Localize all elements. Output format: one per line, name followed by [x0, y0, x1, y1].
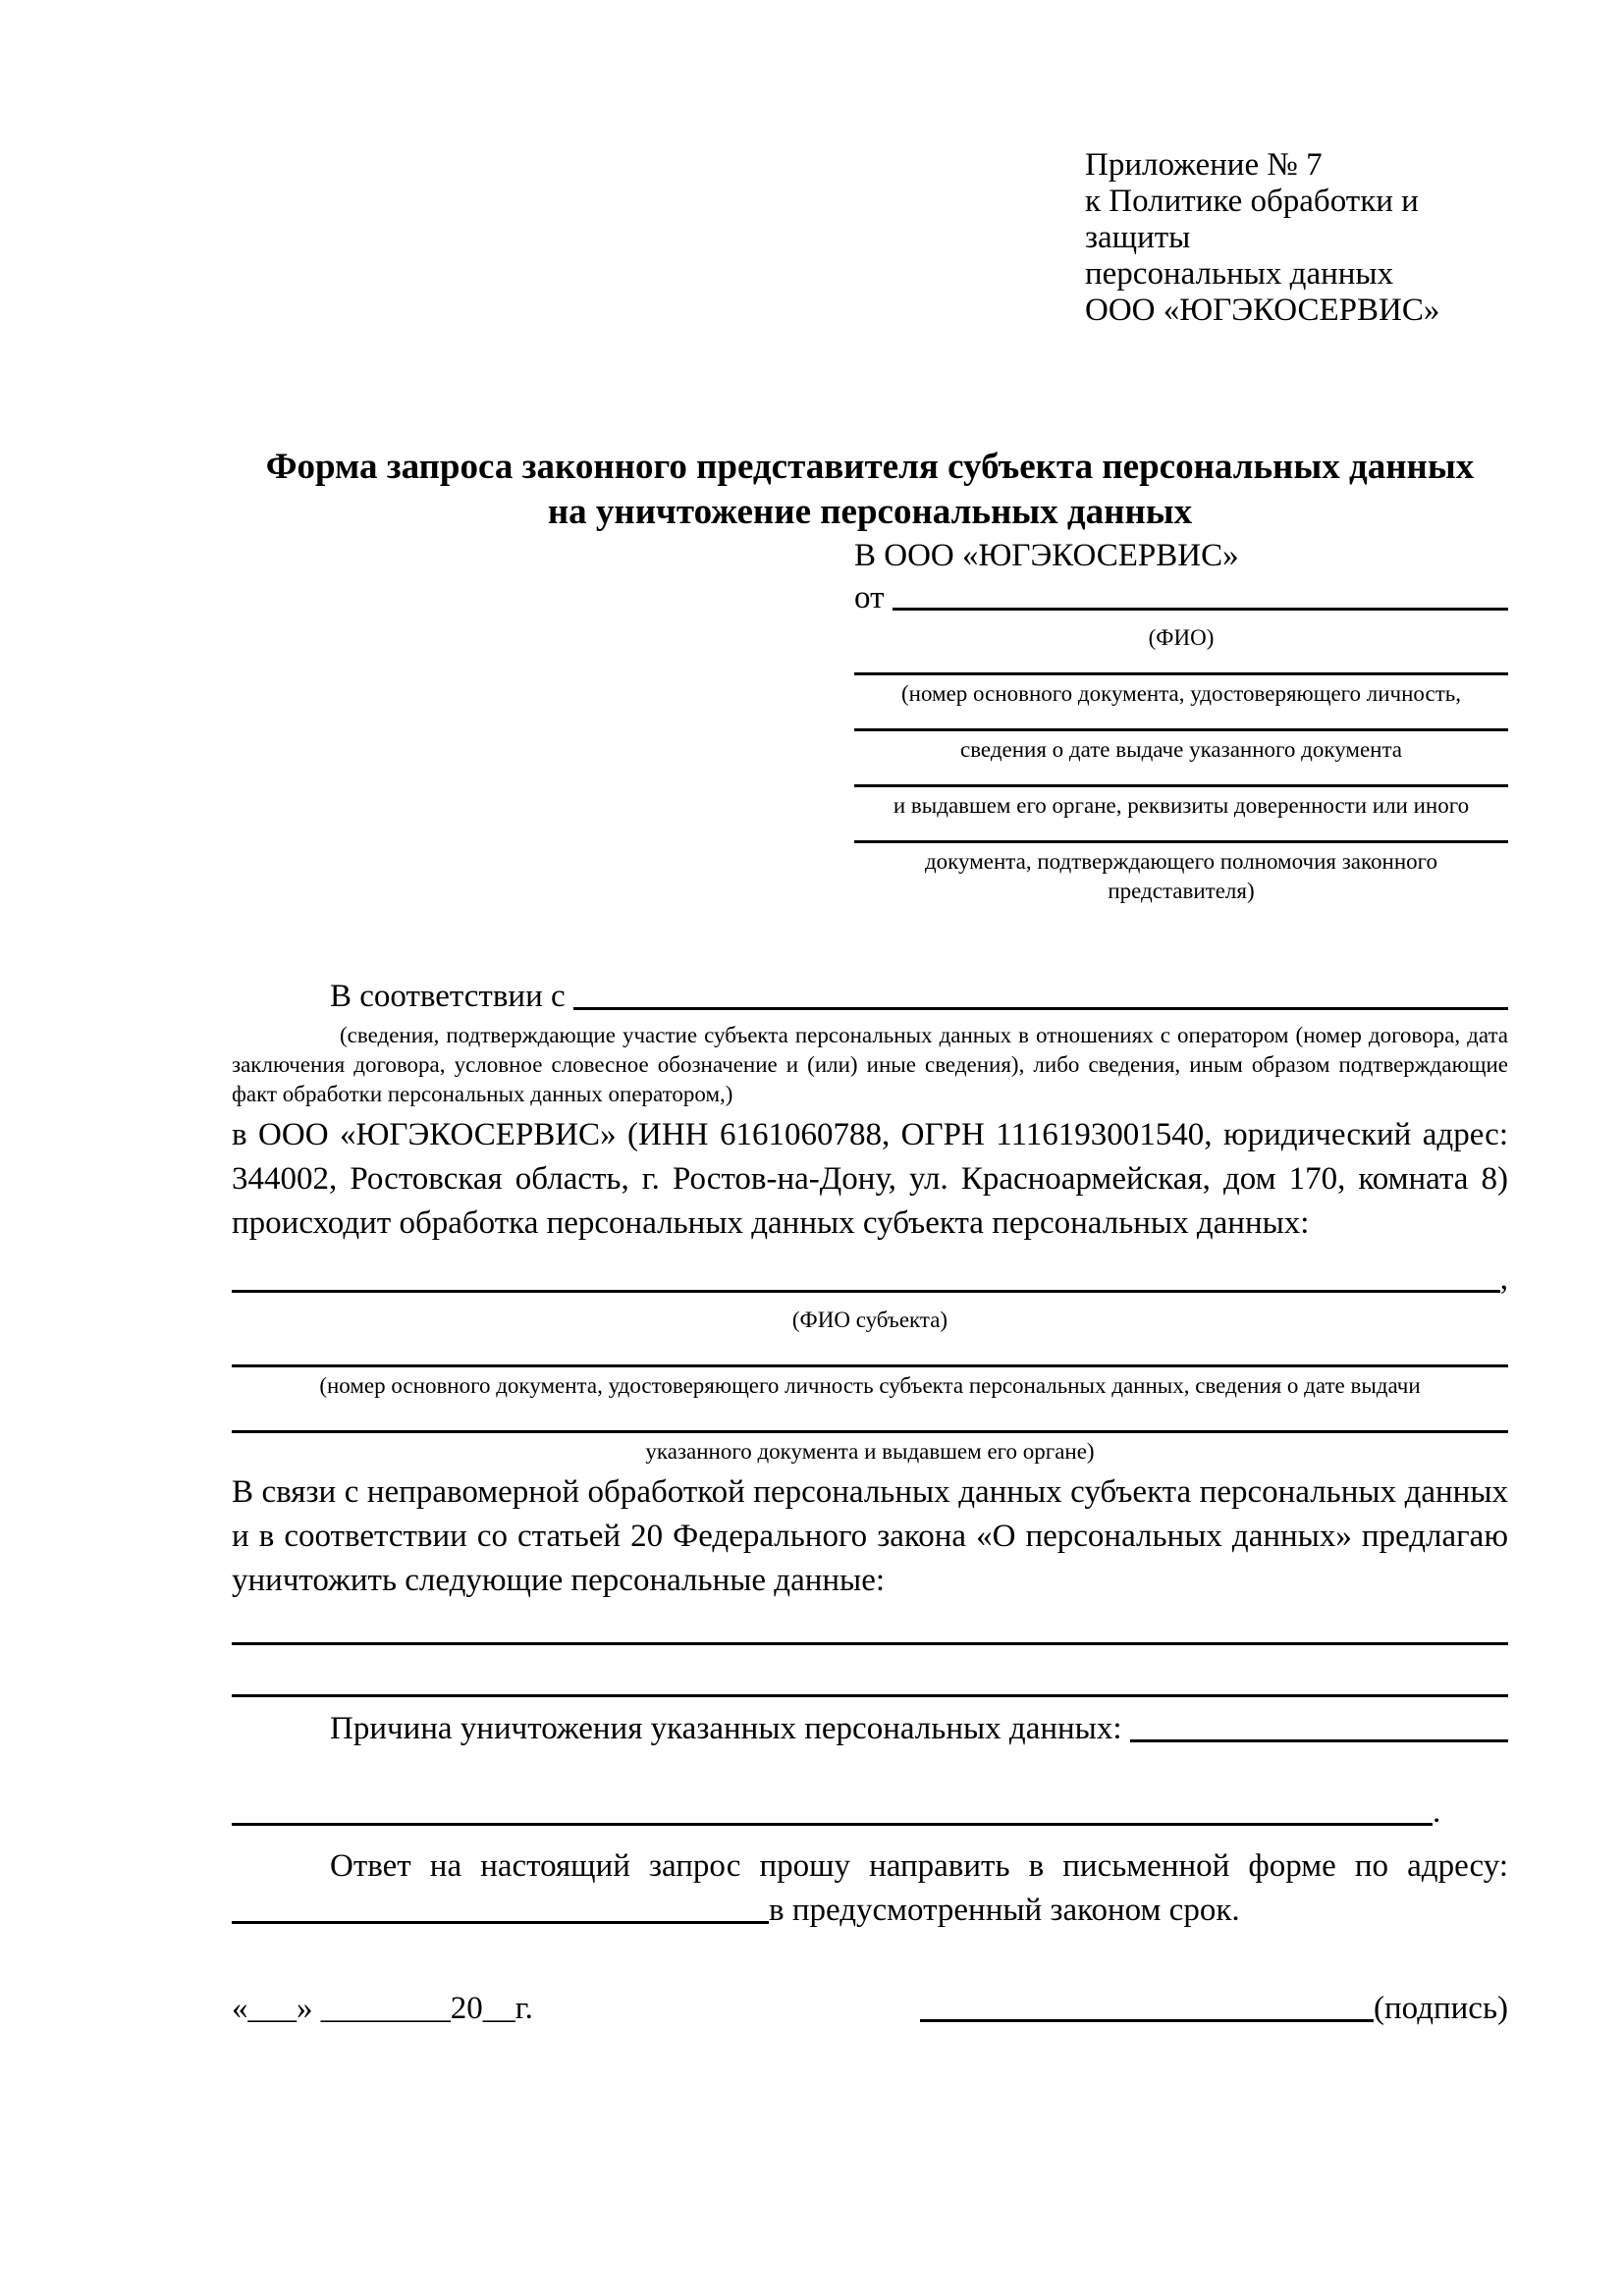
addressee-org: В ООО «ЮГЭКОСЕРВИС»	[854, 538, 1239, 573]
from-label: от	[854, 580, 885, 615]
accordance-blank-line	[573, 1007, 1508, 1010]
address-blank-line	[232, 1921, 769, 1924]
appendix-line: ООО «ЮГЭКОСЕРВИС»	[1085, 293, 1440, 328]
reply-line: Ответ на настоящий запрос прошу направить в письменной форме по адресу:	[330, 1848, 1508, 1884]
reason-blank-line	[1130, 1739, 1508, 1742]
doc-caption-2: сведения о дате выдаче указанного документа	[959, 737, 1403, 762]
blank-line	[232, 1364, 1508, 1367]
from-blank-line	[893, 608, 1509, 611]
footer	[232, 1987, 1508, 2031]
blank-line	[854, 784, 1508, 787]
appendix-line: Приложение № 7	[1085, 147, 1323, 183]
form-title	[232, 445, 1508, 535]
reason-label: Причина уничтожения указанных персональных данных:	[330, 1711, 1122, 1746]
appendix-header	[1085, 147, 1508, 329]
signature-caption: (подпись)	[1374, 1991, 1508, 2026]
trailing-period: .	[1433, 1794, 1441, 1830]
blank-line	[232, 1642, 1508, 1645]
subject-doc-caption-2: указанного документа и выдавшем его органе)	[645, 1439, 1095, 1464]
from-row	[854, 577, 1508, 619]
date-blank: «___» ________20__г.	[232, 1991, 533, 2026]
trailing-comma: ,	[1499, 1261, 1508, 1297]
form-title-line1: Форма запроса законного представителя субъекта персональных данных	[265, 447, 1475, 487]
fio-caption: (ФИО)	[1148, 625, 1215, 650]
blank-line	[854, 840, 1508, 843]
subject-fio-blank-line	[232, 1290, 1500, 1293]
subject-fio-row	[232, 1257, 1508, 1302]
accordance-row	[232, 975, 1508, 1019]
appendix-line: персональных данных	[1085, 256, 1394, 292]
doc-caption-4: документа, подтверждающего полномочия законного представителя)	[924, 849, 1437, 903]
addressee-block	[854, 535, 1508, 906]
subject-doc-caption-1: (номер основного документа, удостоверяющего личность субъекта персональных данных, сведения о дате выдачи	[319, 1373, 1421, 1398]
reply-tail-row	[232, 1889, 1508, 1933]
reason-continuation-row	[232, 1790, 1508, 1835]
doc-caption-1: (номер основного документа, удостоверяющего личность,	[900, 681, 1461, 706]
blank-line	[232, 1430, 1508, 1433]
blank-line	[232, 1823, 1433, 1826]
reply-tail: в предусмотренный законом срок.	[769, 1893, 1240, 1928]
signature-group	[920, 1987, 1508, 2031]
blank-line	[854, 672, 1508, 675]
doc-caption-3: и выдавшем его органе, реквизиты доверенности или иного	[893, 793, 1470, 818]
accordance-label: В соответствии с	[330, 979, 566, 1014]
form-title-line2: на уничтожение персональных данных	[547, 492, 1193, 532]
blank-line	[232, 1694, 1508, 1697]
subject-fio-caption: (ФИО субъекта)	[791, 1308, 948, 1332]
claim-paragraph: В связи с неправомерной обработкой персональных данных субъекта персональных данных и в соответствии со статьей 20 Федерального закона «О персональных данных» предлагаю уничтожить следующие персональные данные:	[232, 1474, 1508, 1598]
accordance-note: (сведения, подтверждающие участие субъекта персональных данных в отношениях с оператором (номер договора, дата заключения договора, условное словесное обозначение и (или) иные сведения), либо сведения, иным образом подтверждающие факт обработки персональных данных оператором,)	[232, 1023, 1508, 1106]
signature-blank-line	[920, 2019, 1374, 2022]
reason-row	[232, 1707, 1508, 1751]
appendix-line: к Политике обработки и защиты	[1085, 184, 1419, 255]
blank-line	[854, 728, 1508, 731]
operator-paragraph: в ООО «ЮГЭКОСЕРВИС» (ИНН 6161060788, ОГРН 1116193001540, юридический адрес: 344002, Ростовская область, г. Ростов-на-Дону, ул. Красноармейская, дом 170, комната 8) происходит обработка персональных данных субъекта персональных данных:	[232, 1117, 1508, 1241]
